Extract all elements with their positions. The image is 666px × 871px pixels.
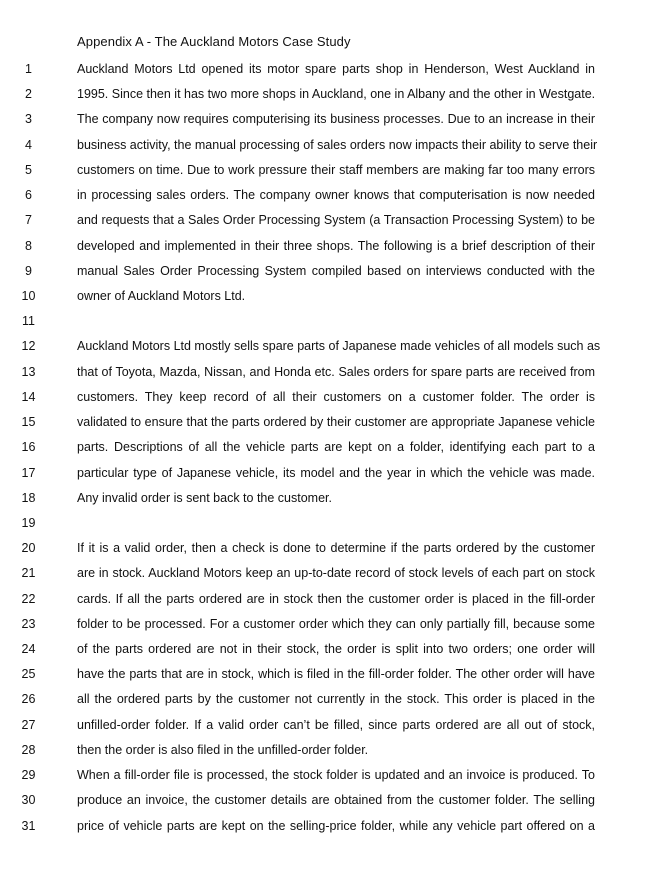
text-line: [0, 335, 666, 360]
line-text: produce an invoice, the customer details are obtained from the customer folder. The selling: [77, 793, 595, 808]
line-text: unfilled-order folder. If a valid order can’t be filled, since parts ordered are all out of stock,: [77, 717, 595, 732]
line-number: 27: [21, 717, 36, 732]
text-line: [0, 739, 666, 764]
line-number: 22: [21, 591, 36, 606]
line-number: 12: [21, 339, 36, 354]
text-line: [0, 235, 666, 260]
line-numbered-text: [0, 58, 666, 840]
line-text: customers on time. Due to work pressure their staff members are making far too many errors: [77, 162, 595, 177]
line-text: then the order is also filed in the unfilled-order folder.: [77, 742, 369, 757]
text-line: [0, 714, 666, 739]
line-text: business activity, the manual processing of sales orders now impacts their ability to serve their: [77, 137, 598, 152]
line-number: 10: [21, 288, 36, 303]
text-line: [0, 285, 666, 310]
line-number: 30: [21, 793, 36, 808]
text-line: [0, 688, 666, 713]
line-text: Auckland Motors Ltd mostly sells spare parts of Japanese made vehicles of all models such as: [77, 339, 601, 354]
text-line: [0, 184, 666, 209]
line-text: The company now requires computerising its business processes. Due to an increase in their: [77, 112, 595, 127]
text-line: [0, 613, 666, 638]
text-line: [0, 462, 666, 487]
text-line: [0, 310, 666, 335]
line-text: If it is a valid order, then a check is done to determine if the parts ordered by the customer: [77, 541, 595, 556]
line-number: 5: [25, 162, 32, 177]
line-number: 18: [21, 490, 36, 505]
line-number: 1: [25, 62, 32, 76]
text-line: [0, 663, 666, 688]
text-line: [0, 83, 666, 108]
line-number: 20: [21, 541, 36, 556]
line-text: manual Sales Order Processing System compiled based on interviews conducted with the: [77, 263, 595, 278]
text-line: [0, 562, 666, 587]
line-text: Auckland Motors Ltd opened its motor spare parts shop in Henderson, West Auckland in: [77, 62, 595, 76]
line-text: of the parts ordered are not in their stock, the order is split into two orders; one order will: [77, 642, 595, 657]
line-text: parts. Descriptions of all the vehicle parts are kept on a folder, identifying each part to a: [77, 440, 595, 455]
text-line: [0, 512, 666, 537]
line-text: When a fill-order file is processed, the stock folder is updated and an invoice is produced. To: [77, 768, 595, 783]
line-number: 15: [21, 415, 36, 430]
text-line: [0, 815, 666, 840]
line-text: have the parts that are in stock, which is filed in the fill-order folder. The other order will have: [77, 667, 595, 682]
line-number: 8: [25, 238, 32, 253]
text-line: [0, 588, 666, 613]
line-number: 3: [25, 112, 32, 127]
text-line: [0, 789, 666, 814]
text-line: [0, 411, 666, 436]
line-number: 16: [21, 440, 36, 455]
line-text: owner of Auckland Motors Ltd.: [77, 288, 246, 303]
line-number: 17: [21, 465, 36, 480]
line-text: developed and implemented in their three shops. The following is a brief description of their: [77, 238, 595, 253]
line-number: 13: [21, 364, 36, 379]
line-number: 26: [21, 692, 36, 707]
document-title: Appendix A - The Auckland Motors Case Study: [77, 34, 351, 49]
text-line: [0, 386, 666, 411]
line-text: price of vehicle parts are kept on the selling-price folder, while any vehicle part offered on a: [77, 818, 595, 833]
text-line: [0, 537, 666, 562]
text-line: [0, 260, 666, 285]
text-line: [0, 764, 666, 789]
text-line: [0, 436, 666, 461]
line-number: 14: [21, 389, 36, 404]
line-number: 24: [21, 642, 36, 657]
text-line: [0, 361, 666, 386]
line-number: 2: [25, 87, 32, 102]
text-line: [0, 159, 666, 184]
line-number: 6: [25, 188, 32, 203]
line-number: 25: [21, 667, 36, 682]
line-text: all the ordered parts by the customer not currently in the stock. This order is placed in the: [77, 692, 595, 707]
line-text: validated to ensure that the parts ordered by their customer are appropriate Japanese vehicle: [77, 415, 595, 430]
line-number: 23: [21, 616, 36, 631]
line-text: in processing sales orders. The company owner knows that computerisation is now needed: [77, 188, 595, 203]
line-number: 7: [25, 213, 32, 228]
text-line: [0, 58, 666, 83]
line-number: 29: [21, 768, 36, 783]
line-text: Any invalid order is sent back to the customer.: [77, 490, 332, 505]
text-line: [0, 487, 666, 512]
line-number: 11: [22, 314, 35, 329]
line-text: particular type of Japanese vehicle, its model and the year in which the vehicle was made.: [77, 465, 595, 480]
line-number: 28: [21, 742, 36, 757]
line-number: 4: [25, 137, 32, 152]
line-text: and requests that a Sales Order Processing System (a Transaction Processing System) to be: [77, 213, 595, 228]
line-number: 9: [25, 263, 32, 278]
text-line: [0, 638, 666, 663]
line-number: 21: [21, 566, 36, 581]
line-number: 31: [21, 818, 36, 833]
text-line: [0, 134, 666, 159]
line-text: 1995. Since then it has two more shops in Auckland, one in Albany and the other in Westgate.: [77, 87, 596, 102]
line-text: cards. If all the parts ordered are in stock then the customer order is placed in the fill-order: [77, 591, 595, 606]
text-line: [0, 108, 666, 133]
line-text: folder to be processed. For a customer order which they can only partially fill, because some: [77, 616, 595, 631]
line-text: that of Toyota, Mazda, Nissan, and Honda etc. Sales orders for spare parts are received from: [77, 364, 595, 379]
text-line: [0, 209, 666, 234]
line-text: customers. They keep record of all their customers on a customer folder. The order is: [77, 389, 595, 404]
line-text: are in stock. Auckland Motors keep an up-to-date record of stock levels of each part on stock: [77, 566, 595, 581]
line-number: 19: [21, 515, 36, 530]
